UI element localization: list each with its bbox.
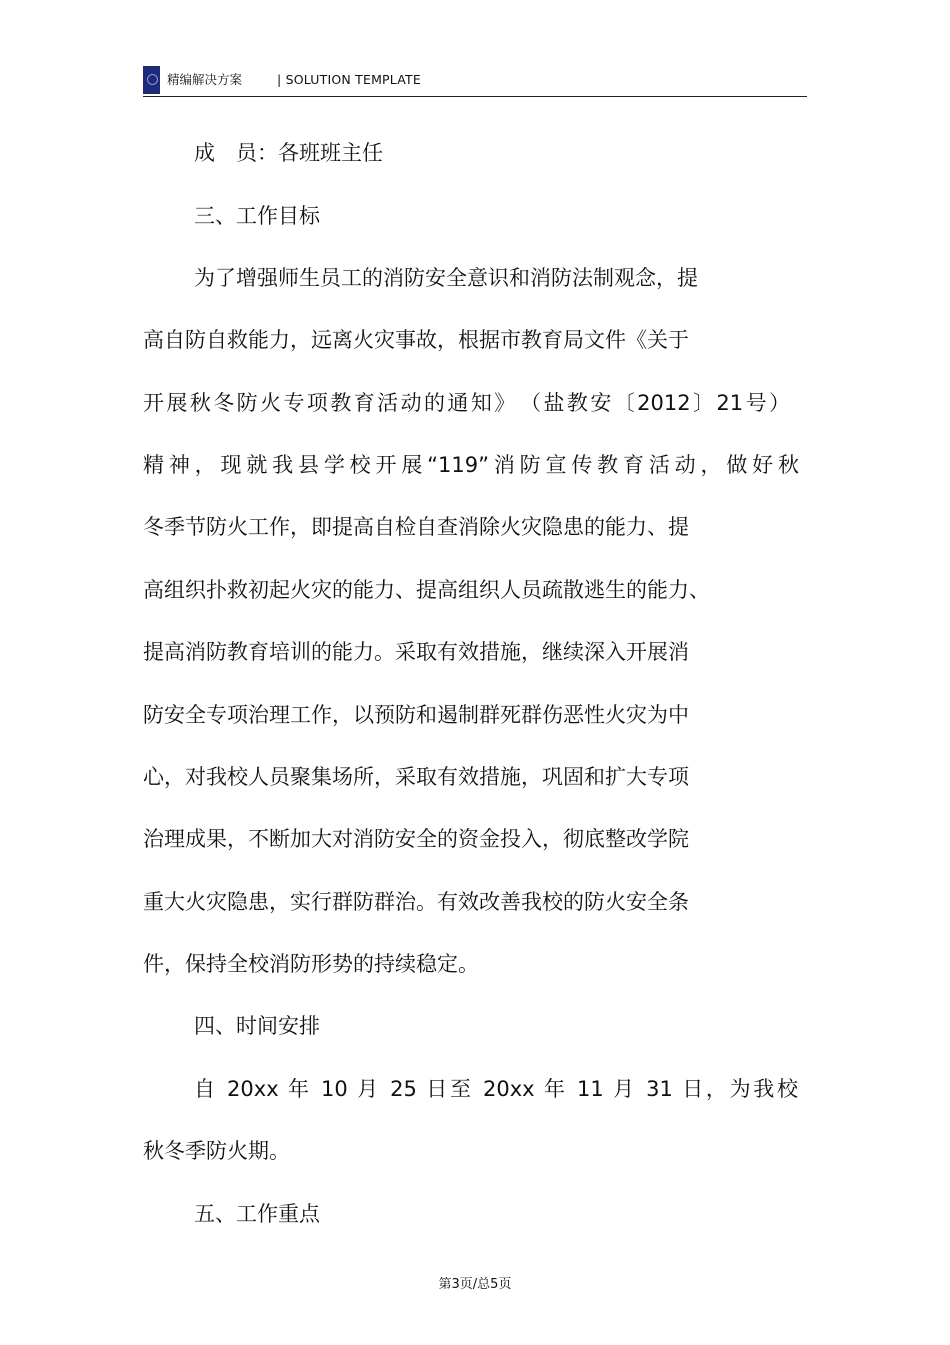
page-number: 第3页/总5页 [438, 1277, 512, 1292]
paragraph-line: 重大火灾隐患，实行群防群治。有效改善我校的防火安全条 [143, 890, 689, 914]
paragraph-line: 开展秋冬防火专项教育活动的通知》 （盐教安〔2012〕21号） [143, 391, 790, 415]
paragraph-line: 秋冬季防火期。 [143, 1139, 290, 1163]
section-heading: 三、工作目标 [194, 204, 320, 228]
paragraph-line: 自 20xx 年 10 月 25 日至 20xx 年 11 月 31 日，为我校 [194, 1077, 798, 1101]
paragraph-line: 心，对我校人员聚集场所，采取有效措施，巩固和扩大专项 [143, 765, 689, 789]
header-subtitle: | SOLUTION TEMPLATE [277, 72, 421, 87]
paragraph-line: 治理成果，不断加大对消防安全的资金投入，彻底整改学院 [143, 827, 689, 851]
member-line: 成 员：各班班主任 [194, 141, 383, 165]
paragraph-line: 提高消防教育培训的能力。采取有效措施，继续深入开展消 [143, 640, 689, 664]
paragraph-line: 精神，现就我县学校开展“119”消防宣传教育活动，做好秋 [143, 453, 799, 477]
header-title: 精编解决方案 [167, 72, 243, 87]
paragraph-line: 为了增强师生员工的消防安全意识和消防法制观念，提 [194, 266, 698, 290]
section-heading: 四、时间安排 [194, 1014, 320, 1038]
paragraph-line: 件，保持全校消防形势的持续稳定。 [143, 952, 479, 976]
paragraph-line: 高自防自救能力，远离火灾事故，根据市教育局文件《关于 [143, 328, 689, 352]
section-heading: 五、工作重点 [194, 1202, 320, 1226]
paragraph-line: 高组织扑救初起火灾的能力、提高组织人员疏散逃生的能力、 [143, 578, 710, 602]
paragraph-line: 冬季节防火工作，即提高自检自查消除火灾隐患的能力、提 [143, 515, 689, 539]
paragraph-line: 防安全专项治理工作，以预防和遏制群死群伤恶性火灾为中 [143, 703, 689, 727]
